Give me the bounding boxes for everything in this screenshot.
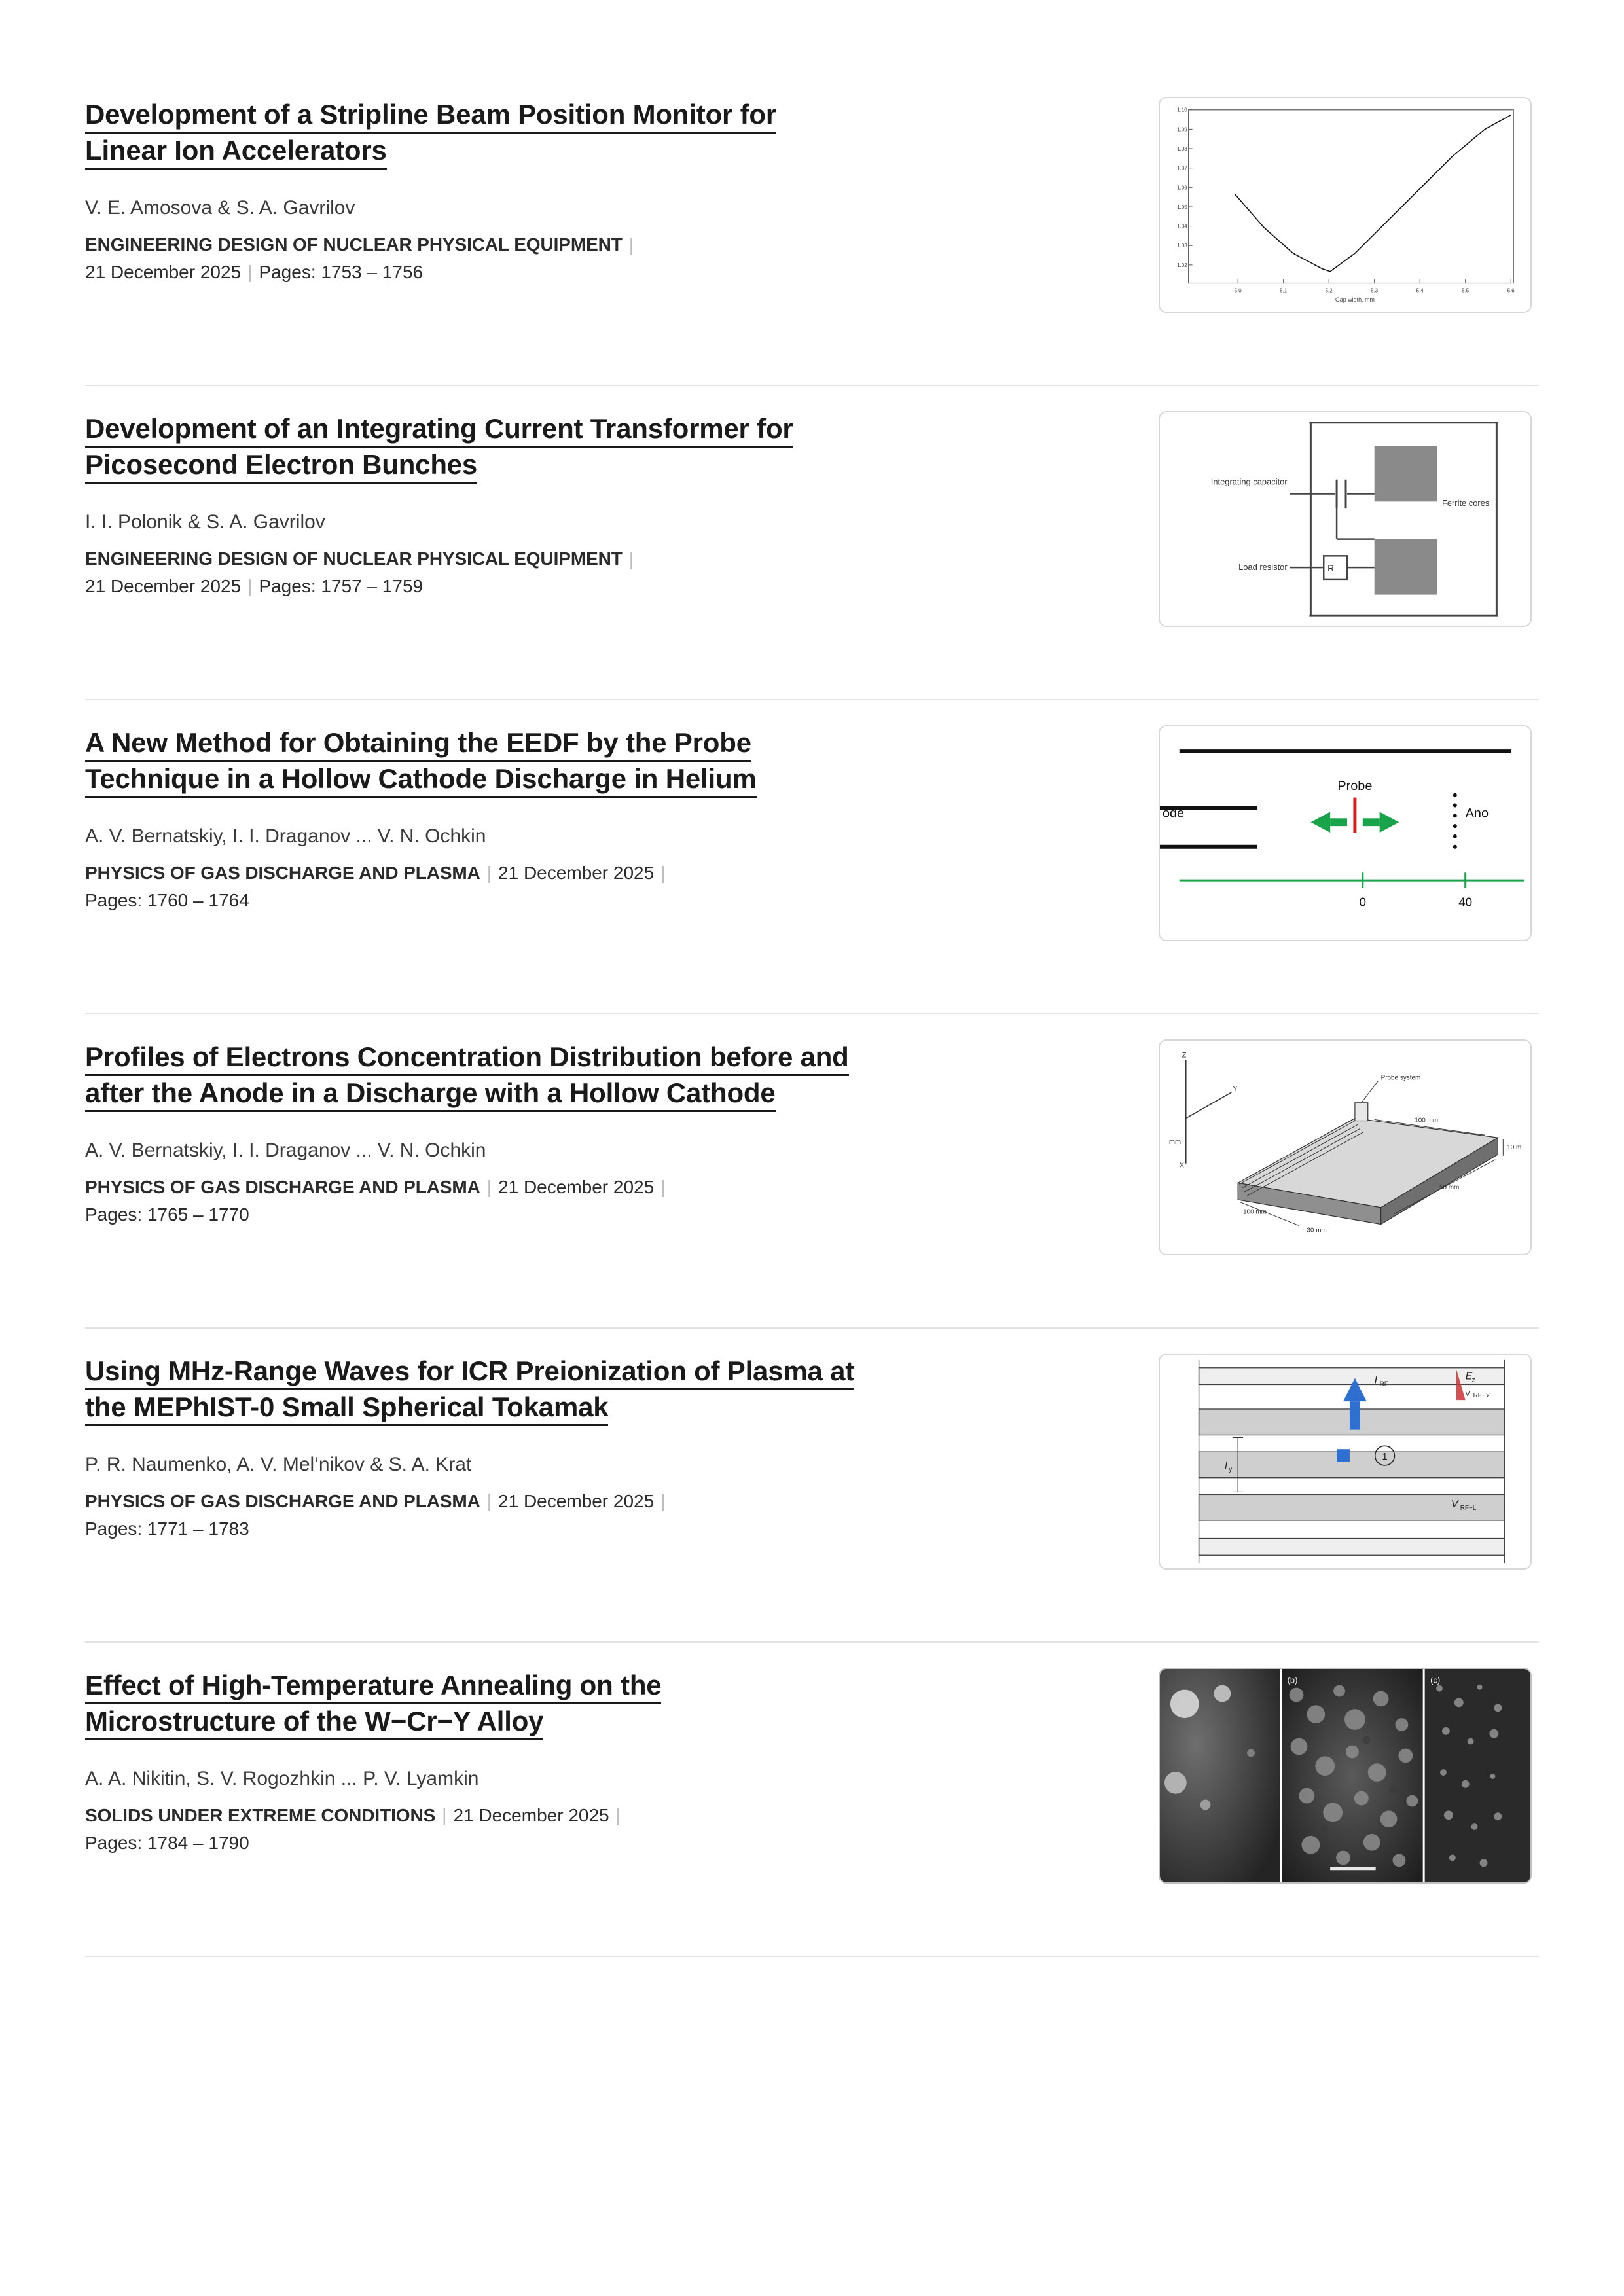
article-date: 21 December 2025 (498, 1491, 655, 1512)
meta-separator: | (628, 548, 634, 569)
svg-text:50 mm: 50 mm (1439, 1184, 1460, 1192)
article-meta (85, 231, 1106, 286)
article-meta (85, 545, 1106, 600)
svg-text:mm: mm (1168, 1138, 1182, 1147)
article-title-link[interactable] (85, 725, 1106, 797)
meta-separator: | (247, 576, 253, 597)
probe-diagram-icon (1160, 726, 1530, 940)
article-thumbnail-micrograph[interactable] (1159, 1668, 1532, 1884)
svg-text:Probe system: Probe system (1380, 1074, 1421, 1082)
article-authors: V. E. Amosova & S. A. Gavrilov (85, 197, 355, 219)
article-thumbnail-line-chart[interactable] (1159, 97, 1532, 313)
svg-text:1: 1 (1382, 1452, 1388, 1463)
article-title-link[interactable] (85, 97, 1106, 168)
article-title-link[interactable] (85, 1668, 1106, 1739)
article-title-line: Linear Ion Accelerators (85, 135, 387, 170)
svg-text:X: X (1179, 1161, 1185, 1170)
article-section: PHYSICS OF GAS DISCHARGE AND PLASMA (85, 863, 480, 884)
line-chart-icon (1160, 98, 1530, 312)
article-thumbnail-3d-geometry[interactable] (1159, 1039, 1532, 1255)
svg-text:Z: Z (1182, 1051, 1187, 1060)
svg-text:1.07: 1.07 (1177, 165, 1187, 171)
meta-separator: | (628, 234, 634, 255)
svg-text:(c): (c) (1430, 1675, 1441, 1685)
article-section: PHYSICS OF GAS DISCHARGE AND PLASMA (85, 1491, 480, 1512)
svg-text:Integrating capacitor: Integrating capacitor (1210, 476, 1288, 487)
article-title-link[interactable] (85, 1354, 1106, 1425)
article-title-line: after the Anode in a Discharge with a Hollow Cathode (85, 1077, 776, 1112)
article-pages: Pages: 1753 – 1756 (259, 262, 424, 283)
meta-separator: | (660, 1177, 666, 1198)
svg-text:5.4: 5.4 (1416, 287, 1424, 294)
article-meta (85, 1802, 1106, 1857)
svg-text:RF: RF (1379, 1380, 1388, 1388)
antenna-schematic-icon (1160, 1355, 1530, 1568)
article-authors: P. R. Naumenko, A. V. Mel’nikov & S. A. Krat (85, 1454, 472, 1476)
svg-text:y: y (1229, 1465, 1233, 1473)
article-list-item (85, 1329, 1539, 1643)
svg-text:10 m: 10 m (1507, 1143, 1522, 1151)
svg-text:l: l (1225, 1460, 1227, 1471)
article-meta (85, 859, 1106, 914)
svg-text:I: I (1374, 1374, 1378, 1386)
svg-text:1.06: 1.06 (1177, 185, 1187, 191)
3d-geometry-icon (1160, 1041, 1530, 1254)
svg-text:1.10: 1.10 (1177, 107, 1187, 113)
svg-text:V: V (1451, 1499, 1458, 1511)
svg-text:5.0: 5.0 (1234, 287, 1242, 294)
svg-text:RF−L: RF−L (1460, 1505, 1477, 1513)
article-title-line: A New Method for Obtaining the EEDF by the Probe (85, 727, 751, 762)
article-thumbnail-circuit[interactable] (1159, 411, 1532, 627)
article-title-line: Using MHz-Range Waves for ICR Preionization of Plasma at (85, 1355, 854, 1390)
svg-text:1.05: 1.05 (1177, 204, 1187, 210)
meta-separator: | (486, 863, 492, 884)
svg-text:Y: Y (1233, 1085, 1238, 1094)
meta-separator: | (660, 863, 666, 884)
article-list-item (85, 72, 1539, 386)
meta-separator: | (486, 1491, 492, 1512)
svg-text:5.5: 5.5 (1462, 287, 1470, 294)
article-authors: I. I. Polonik & S. A. Gavrilov (85, 511, 325, 533)
article-title-line: Picosecond Electron Bunches (85, 449, 477, 484)
article-date: 21 December 2025 (453, 1805, 609, 1826)
micrograph-icon (1160, 1669, 1530, 1882)
article-section: ENGINEERING DESIGN OF NUCLEAR PHYSICAL EQUIPMENT (85, 548, 623, 569)
article-title-line: Effect of High-Temperature Annealing on the (85, 1670, 661, 1704)
svg-text:E: E (1465, 1371, 1473, 1382)
article-title-line: Development of a Stripline Beam Position Monitor for (85, 99, 776, 134)
article-pages: Pages: 1771 – 1783 (85, 1518, 249, 1539)
svg-text:1.02: 1.02 (1177, 262, 1187, 268)
svg-text:0: 0 (1359, 895, 1367, 909)
svg-text:100 mm: 100 mm (1415, 1117, 1439, 1124)
svg-text:Load resistor: Load resistor (1238, 562, 1288, 573)
article-pages: Pages: 1784 – 1790 (85, 1833, 249, 1854)
svg-text:Probe: Probe (1337, 778, 1373, 793)
svg-text:V: V (1465, 1391, 1470, 1399)
article-date: 21 December 2025 (85, 262, 242, 283)
svg-text:40: 40 (1458, 895, 1473, 909)
svg-text:100 mm: 100 mm (1243, 1208, 1267, 1216)
article-title-link[interactable] (85, 411, 1106, 482)
article-meta (85, 1488, 1106, 1543)
svg-text:5.1: 5.1 (1280, 287, 1288, 294)
article-pages: Pages: 1757 – 1759 (259, 576, 424, 597)
article-date: 21 December 2025 (85, 576, 242, 597)
svg-text:30 mm: 30 mm (1307, 1227, 1327, 1234)
svg-text:5.2: 5.2 (1325, 287, 1333, 294)
svg-text:ode: ode (1162, 806, 1185, 821)
article-section: SOLIDS UNDER EXTREME CONDITIONS (85, 1805, 436, 1826)
article-section: ENGINEERING DESIGN OF NUCLEAR PHYSICAL EQUIPMENT (85, 234, 623, 255)
article-list-item (85, 386, 1539, 700)
svg-text:R: R (1327, 563, 1335, 574)
article-meta (85, 1174, 1106, 1229)
article-list-item (85, 1014, 1539, 1329)
svg-text:Ano: Ano (1465, 806, 1489, 821)
meta-separator: | (486, 1177, 492, 1198)
article-title-line: Profiles of Electrons Concentration Distribution before and (85, 1041, 849, 1076)
article-section: PHYSICS OF GAS DISCHARGE AND PLASMA (85, 1177, 480, 1198)
article-list-item (85, 1643, 1539, 1957)
meta-separator: | (247, 262, 253, 283)
meta-separator: | (660, 1491, 666, 1512)
article-title-link[interactable] (85, 1039, 1106, 1111)
svg-text:1.03: 1.03 (1177, 243, 1187, 249)
article-authors: A. V. Bernatskiy, I. I. Draganov ... V. N. Ochkin (85, 825, 486, 848)
svg-text:RF−У: RF−У (1473, 1392, 1490, 1400)
article-pages: Pages: 1765 – 1770 (85, 1204, 249, 1225)
svg-text:1.09: 1.09 (1177, 126, 1187, 133)
svg-text:z: z (1471, 1376, 1475, 1384)
svg-text:Gap width, mm: Gap width, mm (1335, 296, 1375, 304)
meta-separator: | (442, 1805, 447, 1826)
article-title-line: the MEPhIST-0 Small Spherical Tokamak (85, 1391, 608, 1426)
svg-text:5.3: 5.3 (1371, 287, 1379, 294)
article-list (85, 72, 1539, 1957)
article-title-line: Development of an Integrating Current Transformer for (85, 413, 793, 448)
svg-text:1.08: 1.08 (1177, 146, 1187, 152)
article-pages: Pages: 1760 – 1764 (85, 890, 249, 911)
article-date: 21 December 2025 (498, 863, 655, 884)
svg-text:5.6: 5.6 (1507, 287, 1515, 294)
article-thumbnail-probe-diagram[interactable] (1159, 725, 1532, 941)
meta-separator: | (615, 1805, 621, 1826)
article-title-line: Technique in a Hollow Cathode Discharge in Helium (85, 763, 757, 798)
article-authors: A. V. Bernatskiy, I. I. Draganov ... V. N. Ochkin (85, 1139, 486, 1162)
article-list-item (85, 700, 1539, 1014)
svg-text:Ferrite cores: Ferrite cores (1441, 498, 1490, 509)
svg-text:1.04: 1.04 (1177, 223, 1187, 230)
article-thumbnail-antenna-schematic[interactable] (1159, 1354, 1532, 1570)
article-authors: A. A. Nikitin, S. V. Rogozhkin ... P. V. Lyamkin (85, 1768, 479, 1790)
article-date: 21 December 2025 (498, 1177, 655, 1198)
article-title-line: Microstructure of the W−Cr−Y Alloy (85, 1706, 543, 1740)
svg-text:(b): (b) (1287, 1675, 1298, 1685)
circuit-schematic-icon (1160, 412, 1530, 626)
